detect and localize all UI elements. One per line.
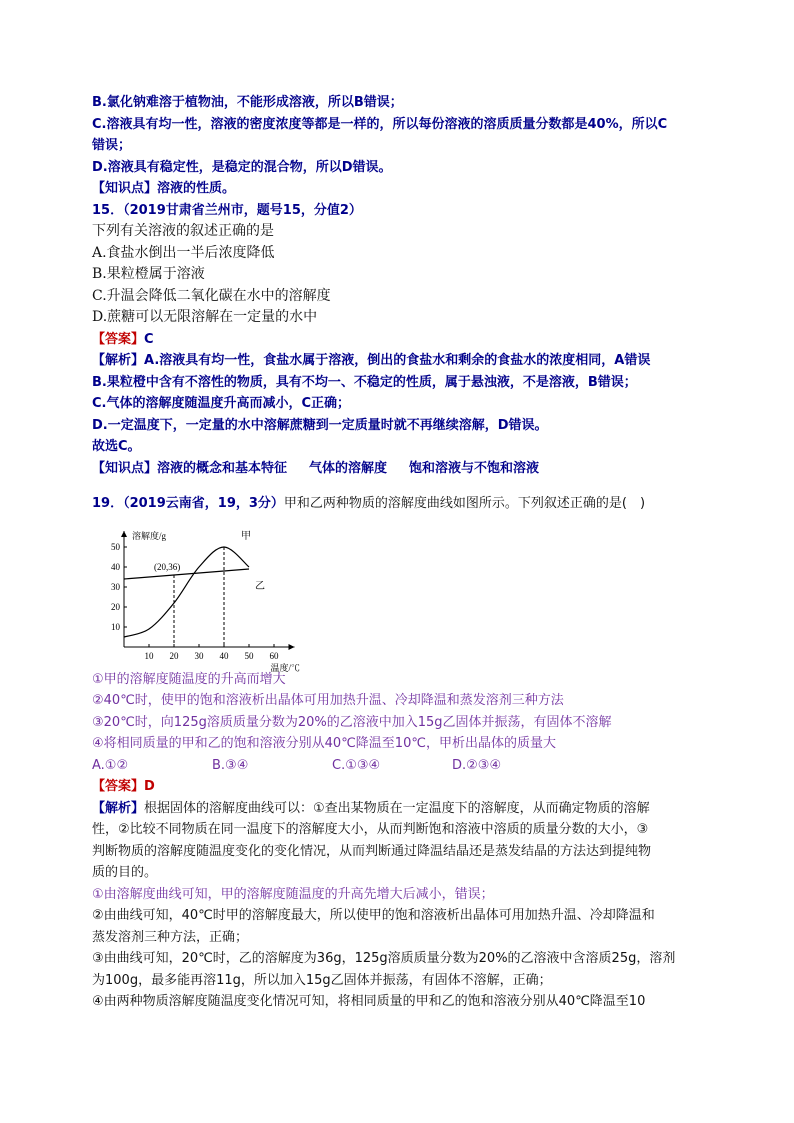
y-axis-arrow: [121, 531, 127, 537]
q19-analysis-point-3-cont: 为100g，最多能再溶11g，所以加入15g乙固体并振荡，有固体不溶解，正确；: [92, 972, 552, 988]
q19-answer: [92, 776, 702, 798]
option-c-explanation-cont: 错误；: [92, 138, 132, 153]
series-jia-line: [124, 547, 249, 637]
x-axis-arrow: [289, 644, 295, 650]
q19-answer-value: D: [144, 779, 155, 794]
q19-choice-a: A.①②: [92, 757, 129, 773]
y-axis-label: 溶解度/g: [132, 530, 167, 541]
q19-statement-2: ②40℃时，使甲的饱和溶液析出晶体可用加热升温、冷却降温和蒸发溶剂三种方法: [92, 693, 564, 708]
q19-analysis-point-4: ④由两种物质溶解度随温度变化情况可知，将相同质量的甲和乙的饱和溶液分别从40℃降温至10: [92, 994, 646, 1009]
q15-stem: 下列有关溶液的叙述正确的是: [92, 223, 274, 239]
q19-statement-4: ④将相同质量的甲和乙的饱和溶液分别从40℃降温至10℃，甲析出晶体的质量大: [92, 736, 556, 751]
q19-analysis-line-2: 性，②比较不同物质在同一温度下的溶解度大小，从而判断饱和溶液中溶质的质量分数的大小，③: [92, 822, 649, 837]
q15-analysis-text: A.溶液具有均一性，食盐水属于溶液，倒出的食盐水和剩余的食盐水的浓度相同，A错误: [144, 353, 651, 368]
option-b-explanation: B.氯化钠难溶于植物油，不能形成溶液，所以B错误；: [92, 95, 403, 110]
q15-kp-item-3: 饱和溶液与不饱和溶液: [409, 460, 540, 476]
q15-kp-item-1: 溶液的概念和基本特征: [157, 460, 288, 476]
q19-analysis-point-2-cont: 蒸发溶剂三种方法，正确；: [92, 929, 249, 945]
q19-stem: 甲和乙两种物质的溶解度曲线如图所示。下列叙述正确的是( ): [283, 496, 646, 511]
q19-analysis-text: 根据固体的溶解度曲线可以：①查出某物质在一定温度下的溶解度，从而确定物质的溶解: [144, 800, 650, 816]
y-tick-label: 10: [111, 621, 120, 632]
q19-analysis-tag: 【解析】: [92, 800, 145, 816]
option-c-explanation: C.溶液具有均一性，溶液的密度浓度等都是一样的，所以每份溶液的溶质质量分数都是40%，所以C: [92, 116, 668, 132]
y-tick-label: 30: [111, 581, 120, 592]
q19-choice-c: C.①③④: [332, 757, 381, 773]
q15-answer: [92, 329, 702, 351]
x-tick-label: 60: [269, 650, 279, 661]
series-jia-label: 甲: [241, 530, 251, 542]
q19-statement-1: ①甲的溶解度随温度的升高而增大: [92, 671, 286, 687]
knowledge-point-tag: 【知识点】: [92, 181, 158, 196]
q15-analysis-line-4: D.一定温度下，一定量的水中溶解蔗糖到一定质量时就不再继续溶解，D错误。: [92, 417, 548, 433]
q15-answer-tag: 【答案】: [92, 331, 145, 347]
x-tick-label: 40: [219, 650, 229, 661]
x-tick-label: 30: [194, 650, 204, 661]
q19-choices: [92, 755, 702, 777]
q15-kp-item-2: 气体的溶解度: [309, 460, 388, 476]
q15-answer-value: C: [144, 331, 154, 347]
q19-analysis-line-3: 判断物质的溶解度随温度变化的变化情况，从而判断通过降温结晶还是蒸发结晶的方法达到提纯物: [92, 843, 652, 859]
y-tick-label: 50: [111, 541, 120, 552]
q15-analysis-tag: 【解析】: [92, 353, 145, 368]
knowledge-point-text: 溶液的性质。: [157, 181, 236, 196]
x-tick-label: 50: [244, 650, 254, 661]
series-yi-label: 乙: [255, 580, 265, 592]
q15-option-d: D.蔗糖可以无限溶解在一定量的水中: [92, 309, 318, 325]
q15-analysis-line-1: [92, 350, 702, 372]
solubility-chart: [96, 519, 301, 673]
q15-analysis-line-3: C.气体的溶解度随温度升高而减小，C正确；: [92, 396, 351, 411]
q15-analysis-line-5: 故选C。: [92, 439, 141, 454]
q19-analysis-line-1: [92, 798, 702, 820]
q19-source: （2019云南省，19，3分）: [123, 496, 284, 511]
document-page: [92, 92, 702, 1013]
q19-answer-tag: 【答案】: [92, 779, 145, 794]
y-tick-label: 40: [111, 561, 120, 572]
q19-analysis-point-3: ③由曲线可知，20℃时，乙的溶解度为36g，125g溶质质量分数为20%的乙溶液中含溶质25g，溶剂: [92, 951, 676, 966]
q15-option-b: B.果粒橙属于溶液: [92, 266, 205, 282]
q19-header: [92, 493, 702, 515]
intersection-annotation: (20,36): [154, 561, 181, 572]
y-tick-label: 20: [111, 601, 120, 612]
x-tick-label: 20: [169, 650, 179, 661]
q19-analysis-point-1: ①由溶解度曲线可知，甲的溶解度随温度的升高先增大后减小，错误；: [92, 886, 494, 902]
knowledge-point: [92, 178, 702, 200]
q19-analysis-point-2: ②由曲线可知，40℃时甲的溶解度最大，所以使甲的饱和溶液析出晶体可用加热升温、冷却降温和: [92, 908, 655, 923]
q15-analysis-line-2: B.果粒橙中含有不溶性的物质，具有不均一、不稳定的性质，属于悬浊液，不是溶液，B错误；: [92, 374, 637, 390]
q15-option-a: A.食盐水倒出一半后浓度降低: [92, 244, 275, 261]
q15-knowledge-point: [92, 458, 702, 480]
series-yi-line: [124, 569, 249, 579]
q19-choice-b: B.③④: [212, 757, 249, 773]
q19-analysis-line-4: 质的目的。: [92, 865, 158, 880]
x-axis-label: 温度/℃: [270, 662, 301, 673]
option-d-explanation: D.溶液具有稳定性，是稳定的混合物，所以D错误。: [92, 159, 392, 175]
q15-kp-tag: 【知识点】: [92, 460, 158, 476]
solubility-chart-svg: [96, 519, 301, 673]
q15-header: 15．（2019甘肃省兰州市，题号15，分值2）: [92, 202, 362, 218]
x-tick-label: 10: [144, 650, 154, 661]
q19-number: 19．: [92, 496, 124, 511]
q19-choice-d: D.②③④: [452, 757, 502, 773]
q15-option-c: C.升温会降低二氧化碳在水中的溶解度: [92, 287, 331, 304]
q19-statement-3: ③20℃时，向125g溶质质量分数为20%的乙溶液中加入15g乙固体并振荡，有固体不溶解: [92, 714, 612, 730]
